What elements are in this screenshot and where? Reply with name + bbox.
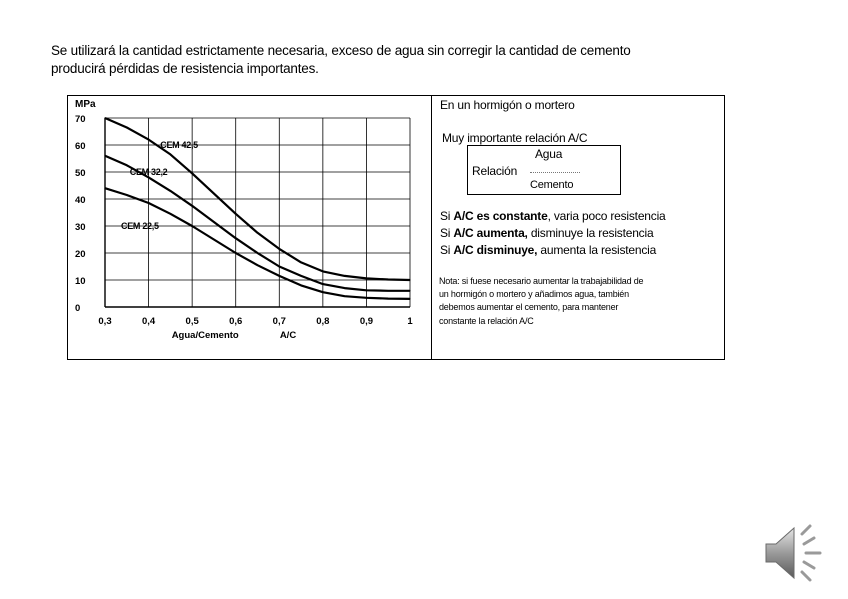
data-point (322, 292, 323, 293)
resistance-chart (68, 96, 430, 359)
note-text (439, 275, 719, 328)
y-tick-label: 30 (75, 222, 86, 233)
data-point (170, 154, 171, 155)
data-point (213, 193, 214, 194)
relation-title: Muy importante relación A/C (442, 131, 588, 145)
data-point (192, 205, 193, 206)
relation-label: Relación (472, 164, 518, 178)
x-tick-label: 0,7 (272, 316, 286, 327)
fraction-bar (530, 172, 580, 173)
x-tick-label: 1 (407, 316, 413, 327)
rule-rest: aumenta la resistencia (537, 243, 657, 257)
x-tick-label: 0,6 (229, 316, 243, 327)
data-point (192, 225, 193, 226)
rule-prefix: Si (440, 243, 454, 257)
data-point (322, 283, 323, 284)
data-point (388, 298, 389, 299)
data-point (170, 190, 171, 191)
rule-rest: , varia poco resistencia (547, 209, 666, 223)
x-axis-label: Agua/Cemento (171, 330, 239, 341)
data-point (257, 265, 258, 266)
data-point (366, 290, 367, 291)
relation-numerator: Agua (535, 147, 563, 161)
panel-heading: En un hormigón o mortero (440, 98, 575, 112)
note-line: un hormigón o mortero y añadimos agua, también (439, 289, 629, 300)
rule-decrease (440, 243, 656, 257)
y-tick-label: 40 (75, 195, 86, 206)
data-point (388, 290, 389, 291)
series-label: CEM 22,5 (121, 221, 159, 231)
rule-bold: A/C disminuye, (453, 243, 538, 257)
data-point (344, 296, 345, 297)
data-point (213, 221, 214, 222)
data-point (104, 155, 105, 156)
data-point (300, 262, 301, 263)
data-point (344, 288, 345, 289)
y-tick-label: 50 (75, 168, 86, 179)
series-label: CEM 42,5 (160, 140, 198, 150)
note-line: constante la relación A/C (439, 315, 534, 326)
speaker-icon[interactable] (762, 520, 834, 586)
intro-line-1: Se utilizará la cantidad estrictamente necesaria, exceso de agua sin corregir la cantidad de cemento (51, 43, 631, 58)
y-axis-label: MPa (75, 99, 96, 110)
x-tick-label: 0,4 (141, 316, 156, 327)
data-point (409, 279, 410, 280)
x-tick-label: 0,8 (316, 316, 330, 327)
data-point (170, 213, 171, 214)
x-tick-label: 0,3 (98, 316, 112, 327)
table-divider (431, 95, 432, 360)
data-point (322, 271, 323, 272)
y-tick-label: 20 (75, 249, 86, 260)
data-point (366, 297, 367, 298)
data-point (388, 279, 389, 280)
data-point (104, 117, 105, 118)
rule-increase (440, 226, 653, 240)
data-point (235, 213, 236, 214)
note-line: Nota: si fuese necesario aumentar la trabajabilidad de (439, 276, 644, 286)
data-point (279, 266, 280, 267)
data-point (300, 275, 301, 276)
rule-bold: A/C aumenta, (453, 226, 528, 240)
relation-denominator: Cemento (530, 179, 574, 191)
y-tick-label: 10 (75, 276, 86, 287)
data-point (192, 173, 193, 174)
x-axis-label-2: A/C (279, 330, 297, 341)
data-point (409, 298, 410, 299)
data-point (126, 165, 127, 166)
rule-rest: disminuye la resistencia (527, 226, 654, 240)
data-point (104, 188, 105, 189)
data-point (126, 194, 127, 195)
data-point (257, 232, 258, 233)
data-point (300, 285, 301, 286)
y-tick-label: 0 (75, 303, 81, 314)
intro-text (51, 42, 631, 78)
rule-bold: A/C es constante (453, 209, 548, 223)
data-point (148, 202, 149, 203)
y-tick-label: 60 (75, 141, 86, 152)
data-point (213, 239, 214, 240)
rule-constant (440, 209, 666, 223)
rule-prefix: Si (440, 209, 454, 223)
data-point (126, 127, 127, 128)
data-point (344, 275, 345, 276)
data-point (279, 248, 280, 249)
note-line: debemos aumentar el cemento, para mantener (439, 302, 619, 313)
x-tick-label: 0,9 (359, 316, 374, 327)
series-line (105, 188, 410, 299)
series-label: CEM 32,2 (129, 167, 168, 177)
data-point (257, 252, 258, 253)
data-point (279, 275, 280, 276)
data-point (366, 278, 367, 279)
data-point (409, 290, 410, 291)
rule-prefix: Si (440, 226, 454, 240)
x-tick-label: 0,5 (185, 316, 199, 327)
intro-line-2: producirá pérdidas de resistencia importantes. (51, 61, 319, 76)
data-point (235, 238, 236, 239)
data-point (148, 139, 149, 140)
y-tick-label: 70 (75, 114, 86, 125)
data-point (235, 252, 236, 253)
